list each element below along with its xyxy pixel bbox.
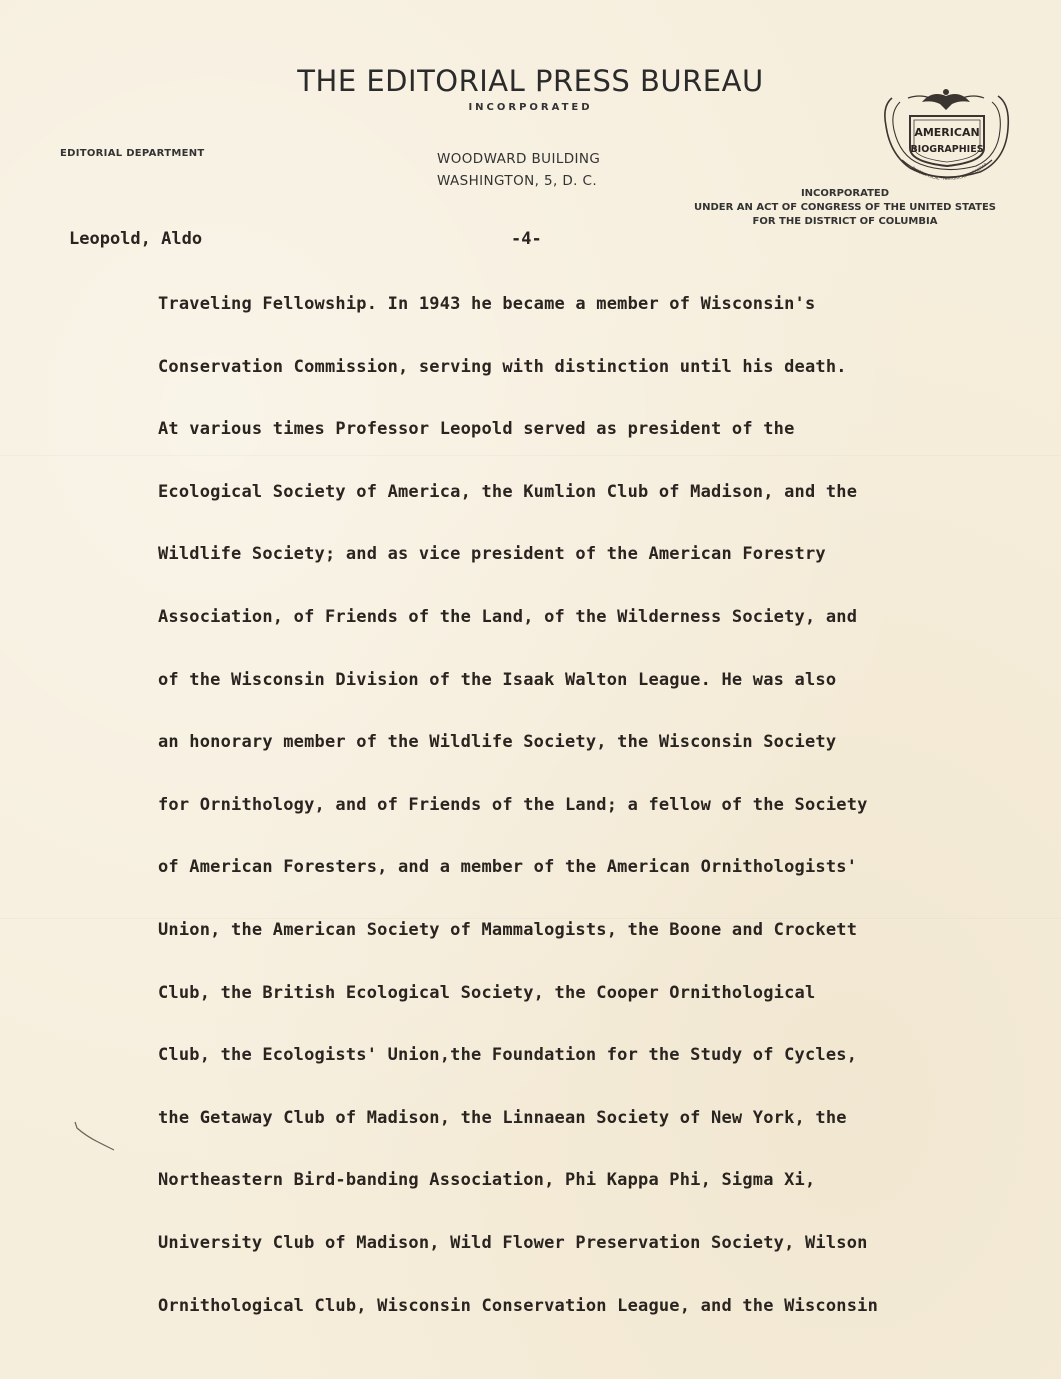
letterhead-incorporated: INCORPORATED bbox=[468, 102, 593, 113]
incorporation-line: INCORPORATED bbox=[800, 188, 890, 199]
text-line: Northeastern Bird-banding Association, Phi Kappa Phi, Sigma Xi, bbox=[158, 1170, 816, 1191]
address-line: WASHINGTON, 5, D. C. bbox=[437, 173, 598, 189]
pencil-mark bbox=[72, 1120, 118, 1154]
text-line: of American Foresters, and a member of the American Ornithologists' bbox=[158, 857, 858, 878]
incorporation-line: FOR THE DISTRICT OF COLUMBIA bbox=[752, 216, 938, 227]
address-block bbox=[437, 148, 600, 192]
text-line: At various times Professor Leopold served as president of the bbox=[158, 419, 795, 440]
text-line: Club, the Ecologists' Union,the Foundation for the Study of Cycles, bbox=[158, 1045, 858, 1066]
seal-ring-text: BIOGRAPHICAL · HISTORICAL · GEOGRAP bbox=[911, 161, 988, 182]
text-line: Traveling Fellowship. In 1943 he became a member of Wisconsin's bbox=[158, 294, 816, 314]
seal-text-american: AMERICAN bbox=[914, 126, 980, 139]
seal-text-biographies: BIOGRAPHIES bbox=[910, 144, 984, 155]
incorporation-line: UNDER AN ACT OF CONGRESS OF THE UNITED STATES bbox=[694, 202, 996, 213]
text-line: Club, the British Ecological Society, the Cooper Ornithological bbox=[158, 982, 816, 1003]
american-biographies-seal bbox=[880, 76, 1012, 184]
text-line: Wildlife Society; and as vice president of the American Forestry bbox=[158, 544, 826, 565]
text-line: of the Wisconsin Division of the Isaak Walton League. He was also bbox=[158, 669, 837, 690]
text-line: Ornithological Club, Wisconsin Conservation League, and the Wisconsin bbox=[158, 1295, 879, 1316]
editorial-department: EDITORIAL DEPARTMENT bbox=[60, 148, 205, 159]
text-line: for Ornithology, and of Friends of the Land; a fellow of the Society bbox=[158, 794, 868, 815]
page-number: -4- bbox=[511, 229, 542, 249]
text-line: Union, the American Society of Mammalogists, the Boone and Crockett bbox=[158, 919, 858, 940]
text-line: University Club of Madison, Wild Flower Preservation Society, Wilson bbox=[158, 1232, 868, 1253]
seal-icon bbox=[880, 76, 1012, 184]
address-line: WOODWARD BUILDING bbox=[437, 151, 601, 167]
text-line: an honorary member of the Wildlife Society, the Wisconsin Society bbox=[158, 732, 837, 753]
text-line: Ecological Society of America, the Kumlion Club of Madison, and the bbox=[158, 481, 858, 502]
body-text bbox=[158, 291, 1038, 1355]
page-subject: Leopold, Aldo bbox=[69, 229, 203, 249]
text-line: the Getaway Club of Madison, the Linnaean Society of New York, the bbox=[158, 1107, 847, 1128]
text-line: Conservation Commission, serving with distinction until his death. bbox=[158, 356, 847, 377]
letterhead-title: THE EDITORIAL PRESS BUREAU bbox=[297, 64, 764, 98]
incorporation-note bbox=[660, 187, 1030, 229]
text-line: Association, of Friends of the Land, of the Wilderness Society, and bbox=[158, 606, 858, 627]
